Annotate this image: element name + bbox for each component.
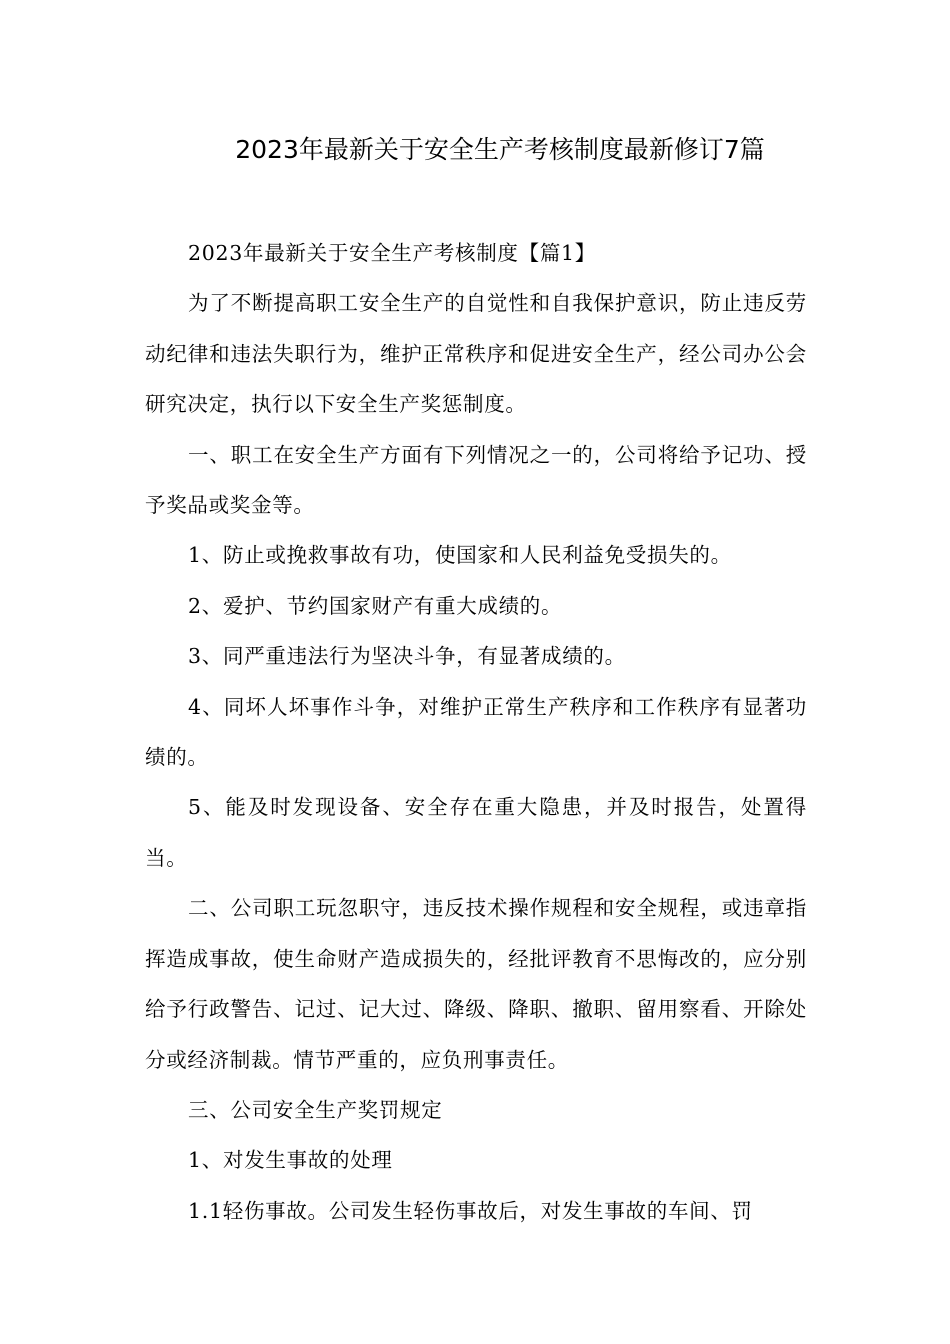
penalty-clause: 二、公司职工玩忽职守，违反技术操作规程和安全规程，或违章指挥造成事故，使生命财产造成损失的，经批评教育不思悔改的，应分别给予行政警告、记过、记大过、降级、降职、撤职、留用察看、开除处分或经济制裁。情节严重的，应负刑事责任。 [145,896,807,1072]
reward-clause: 一、职工在安全生产方面有下列情况之一的，公司将给予记功、授予奖品或奖金等。 [145,442,807,518]
reward-item-1: 1、防止或挽救事故有功，使国家和人民利益免受损失的。 [188,543,732,568]
reward-item-4: 4、同坏人坏事作斗争，对维护正常生产秩序和工作秩序有显著功绩的。 [145,694,807,770]
section-heading-1: 2023年最新关于安全生产考核制度【篇1】 [188,241,596,265]
document-title: 2023年最新关于安全生产考核制度最新修订7篇 [235,135,765,164]
subsection-1-1: 1.1轻伤事故。公司发生轻伤事故后，对发生事故的车间、罚 [188,1198,753,1223]
section-heading-3: 三、公司安全生产奖罚规定 [188,1097,443,1122]
reward-item-2: 2、爱护、节约国家财产有重大成绩的。 [188,593,563,618]
subsection-heading-1: 1、对发生事故的处理 [188,1148,393,1173]
reward-item-3: 3、同严重违法行为坚决斗争，有显著成绩的。 [188,644,626,669]
document-body [145,228,807,1236]
reward-item-5: 5、能及时发现设备、安全存在重大隐患，并及时报告，处置得当。 [145,795,807,870]
intro-paragraph: 为了不断提高职工安全生产的自觉性和自我保护意识，防止违反劳动纪律和违法失职行为，维护正常秩序和促进安全生产，经公司办公会研究决定，执行以下安全生产奖惩制度。 [145,291,807,417]
